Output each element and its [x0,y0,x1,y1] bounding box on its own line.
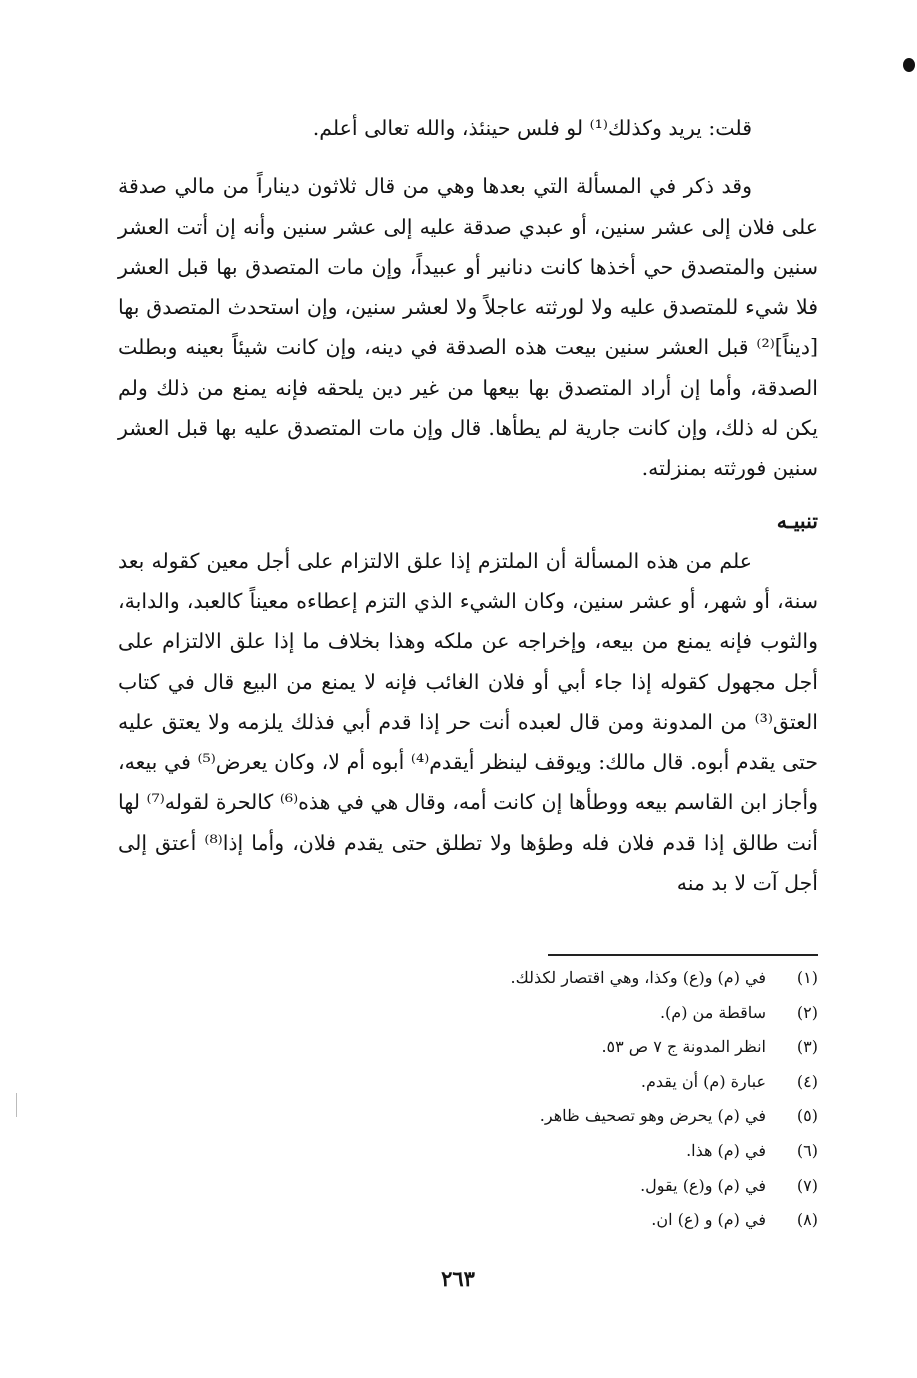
footnote-text: انظر المدونة ج ٧ ص ٥٣. [601,1037,766,1057]
margin-dot [903,58,915,72]
body-paragraph: وقد ذكر في المسألة التي بعدها وهي من قال ثلاثون ديناراً من مالي صدقة على فلان إلى عشر سنين، أو عبدي صدقة عليه إلى عشر سنين وأنه إن أتت العشر سنين والمتصدق حي أخذها كانت دنانير أو عبيداً، وإن مات المتصدق بها قبل العشر فلا شيء للمتصدق عليه ولا لورثته عاجلاً ولا لعشر سنين، وإن استحدث المتصدق بها [ديناً]⁽²⁾ قبل العشر سنين بيعت هذه الصدقة في دينه، وإن كانت شيئاً بعينه وبطلت الصدقة، وأما إن أراد المتصدق بها بيعها من غير دين يلحقه فإنه يمنع من ذلك ولم يكن له ذلك، وإن كانت جارية لم يطأها. قال وإن مات المتصدق عليه بها قبل العشر سنين فورثته بمنزلته. [118,174,819,481]
footnote-text: عبارة (م) أن يقدم. [640,1071,766,1091]
footnote-number: (٢) [796,1002,818,1022]
footnote-text: في (م) و (ع) ان. [651,1210,766,1230]
footnote-number: (٦) [796,1140,818,1160]
tanbih-paragraph: علم من هذه المسألة أن الملتزم إذا علق الالتزام على أجل معين كقوله بعد سنة، أو شهر، أو عشر سنين، وكان الشيء الذي التزم إعطاءه معيناً كالعبد، والدابة، والثوب فإنه يمنع من بيعه، وإخراجه عن ملكه وهذا بخلاف ما إذا علق الالتزام على أجل مجهول كقوله إذا جاء أبي أو فلان الغائب فإنه لا يمنع من البيع قال في كتاب العتق⁽³⁾ من المدونة ومن قال لعبده أنت حر إذا قدم أبي فذلك يلزمه ولا يعتق عليه حتى يقدم أبوه. قال مالك: ويوقف لينظر أيقدم⁽⁴⁾ أبوه أم لا، وكان يعرض⁽⁵⁾ في بيعه، وأجاز ابن القاسم بيعه ووطأها إن كانت أمه، وقال هي في هذه⁽⁶⁾ كالحرة لقوله⁽⁷⁾ لها أنت طالق إذا قدم فلان فله وطؤها ولا تطلق حتى يقدم فلان، وأما إذا⁽⁸⁾ أعتق إلى أجل آت لا بد منه [118,548,819,896]
footnote-text: في (م) و(ع) يقول. [640,1175,766,1195]
footnote-item [300,1176,818,1211]
footnote-number: (٣) [796,1037,818,1057]
footnote-text: ساقطة من (م). [659,1002,766,1022]
footnote-number: (٥) [796,1106,818,1126]
opening-paragraph: قلت: يريد وكذلك⁽¹⁾ لو فلس حينئذ، والله تعالى أعلم. [312,116,752,140]
section-heading: تنبيـه [776,508,818,533]
footnote-separator [548,954,818,956]
footnote-item [300,1141,818,1176]
footnote-number: (٤) [796,1071,818,1091]
footnote-text: في (م) و(ع) وكذا، وهي اقتصار لكذلك. [510,968,766,987]
footnote-item [300,968,818,1003]
footnote-item [300,1210,818,1245]
footnote-item [300,1106,818,1141]
footnote-number: (١) [796,968,818,987]
main-text [118,108,818,903]
footnote-item [300,1072,818,1107]
footnote-item [300,1037,818,1072]
page-number: ٢٦٣ [441,1266,475,1291]
footnote-text: في (م) هذا. [686,1140,766,1160]
footnote-number: (٨) [796,1210,818,1230]
footnotes-list [300,968,818,1245]
footnote-item [300,1003,818,1038]
footnote-number: (٧) [796,1175,818,1195]
footnote-text: في (م) يحرض وهو تصحيف ظاهر. [539,1106,766,1126]
margin-mark [16,1093,17,1117]
